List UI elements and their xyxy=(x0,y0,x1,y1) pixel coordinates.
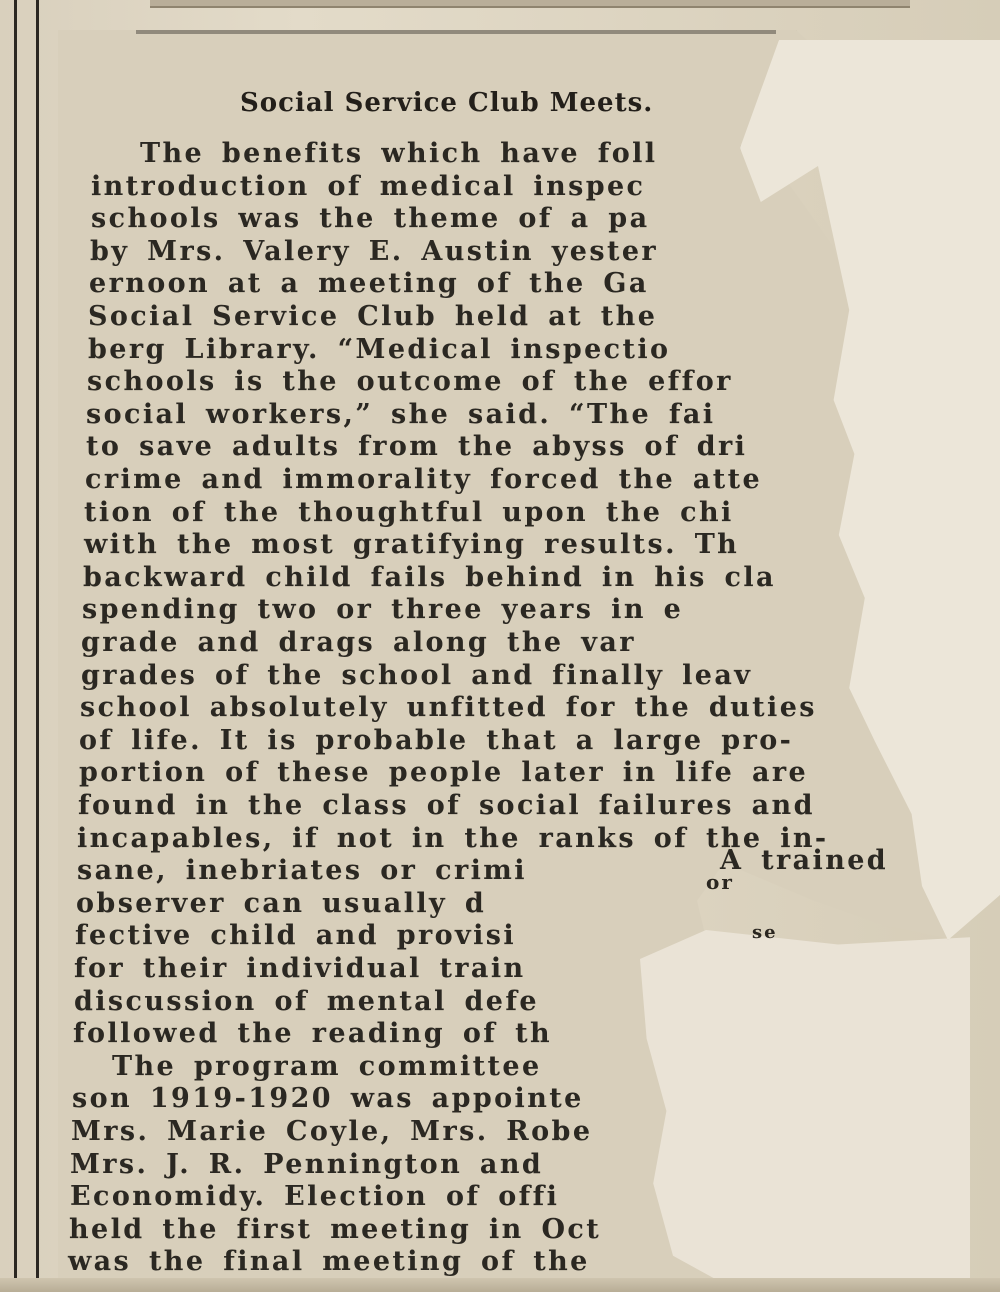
article-line: introduction of medical inspec xyxy=(91,171,646,202)
article-line: tion of the thoughtful upon the chi xyxy=(84,497,734,528)
article-line-fragment: A trained xyxy=(720,845,889,876)
article-line: of life. It is probable that a large pro- xyxy=(79,725,794,756)
article-line: found in the class of social failures and xyxy=(78,790,815,821)
article-line: backward child fails behind in his cla xyxy=(83,562,776,593)
article-line: grades of the school and finally leav xyxy=(81,660,753,691)
article-line: social workers,” she said. “The fai xyxy=(86,399,716,430)
torn-fragment: or xyxy=(706,870,734,894)
article-line: Mrs. Marie Coyle, Mrs. Robe xyxy=(71,1116,593,1147)
article-line: crime and immorality forced the atte xyxy=(85,464,763,495)
article-line: observer can usually d xyxy=(76,888,487,919)
article-headline: Social Service Club Meets. xyxy=(240,88,654,118)
article-line: son 1919-1920 was appointe xyxy=(72,1083,584,1114)
article-line: The program committee xyxy=(112,1051,542,1082)
article-line: schools was the theme of a pa xyxy=(91,203,650,234)
article-line: discussion of mental defe xyxy=(74,986,539,1017)
article-line: The benefits which have foll xyxy=(140,138,658,169)
article-line: with the most gratifying results. Th xyxy=(84,529,740,560)
article-line: for their individual train xyxy=(74,953,526,984)
article-line: Mrs. J. R. Pennington and xyxy=(70,1149,544,1180)
article-line: grade and drags along the var xyxy=(81,627,636,658)
article-line: ernoon at a meeting of the Ga xyxy=(89,268,649,299)
article-line: was the final meeting of the xyxy=(68,1246,590,1277)
article-line: berg Library. “Medical inspectio xyxy=(88,334,671,365)
article-line: incapables, if not in the ranks of the in- xyxy=(77,823,829,854)
page-bottom-edge xyxy=(0,1278,1000,1292)
article-line: followed the reading of th xyxy=(73,1018,552,1049)
torn-fragment: se xyxy=(752,922,778,943)
article-line: Economidy. Election of offi xyxy=(70,1181,560,1212)
article-line: sane, inebriates or crimi xyxy=(77,855,527,886)
article-line: schools is the outcome of the effor xyxy=(87,366,733,397)
article-line: to save adults from the abyss of dri xyxy=(86,431,748,462)
article-line: fective child and provisi xyxy=(75,920,517,951)
article-line: spending two or three years in e xyxy=(82,594,684,625)
article-line: Social Service Club held at the xyxy=(88,301,658,332)
article-line: school absolutely unfitted for the duties xyxy=(80,692,817,723)
article-line: portion of these people later in life are xyxy=(79,757,809,788)
article-line: by Mrs. Valery E. Austin yester xyxy=(90,236,659,267)
article-line: held the first meeting in Oct xyxy=(69,1214,602,1245)
